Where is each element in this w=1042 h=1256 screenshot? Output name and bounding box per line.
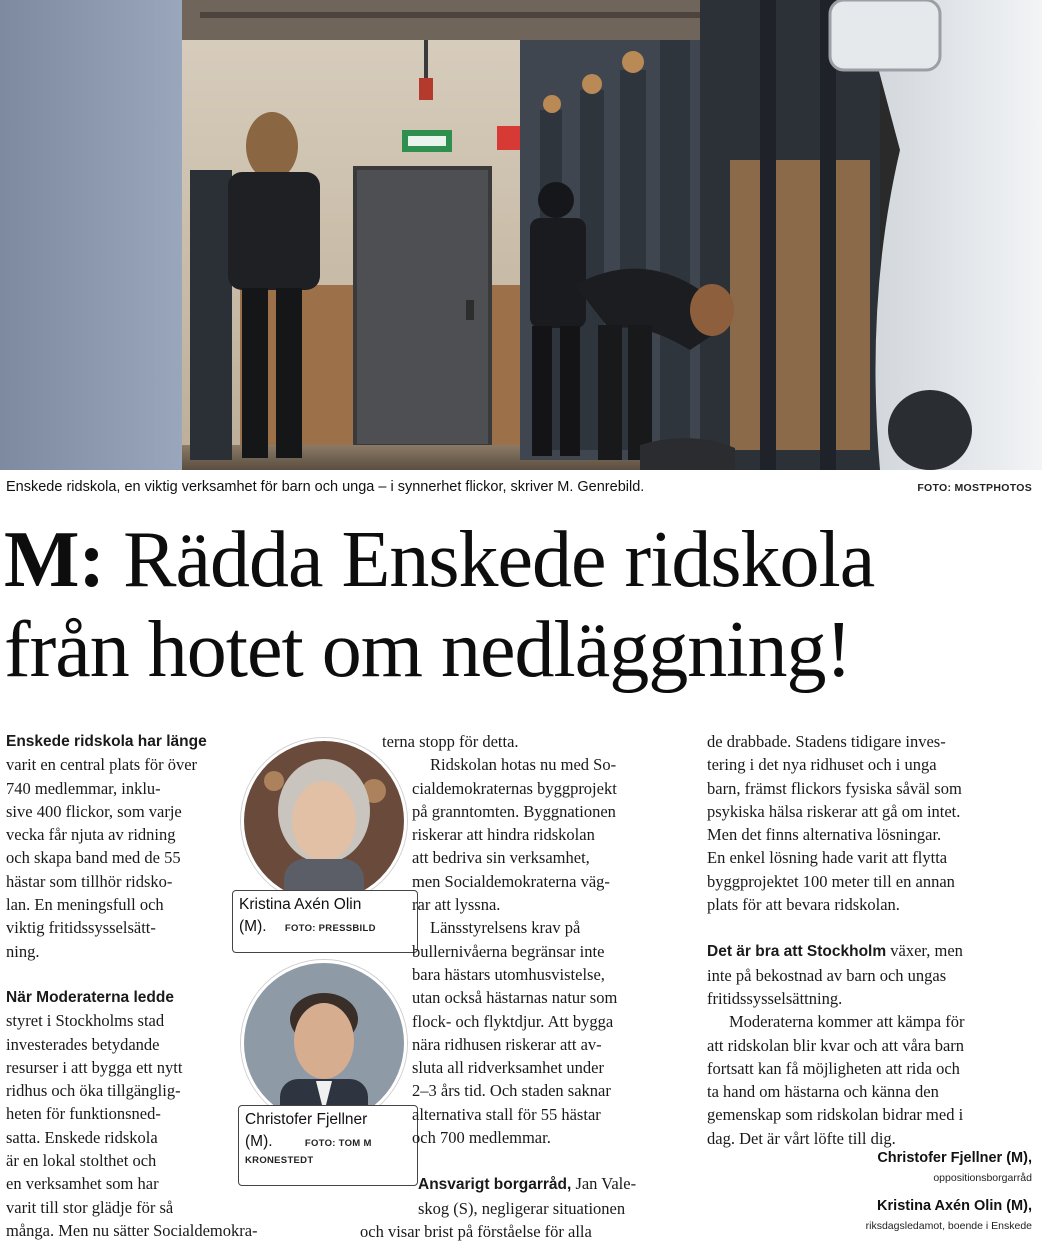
text-line: rar att lyssna.	[412, 895, 501, 915]
text-line: satta. Enskede ridskola	[6, 1127, 158, 1147]
text-line: på granntomten. Byggnationen	[412, 801, 616, 821]
text-line	[707, 939, 1037, 963]
text-line: att ridskolan blir kvar och att våra barn	[707, 1035, 965, 1055]
text-line: barn, främst flickors fysiska såväl som	[707, 778, 962, 798]
text-line: fritidssysselsättning.	[707, 988, 843, 1008]
text-line: psykiska hälsa riskerar att gå om intet.	[707, 801, 961, 821]
text-line: bullernivåerna begränsar inte	[412, 941, 605, 961]
paragraph	[707, 730, 1037, 916]
text-line: varit en central plats för över	[6, 755, 198, 775]
text-line: resurser i att bygga ett nytt	[6, 1057, 183, 1077]
photo-caption-row	[6, 476, 1032, 500]
signature-block-2	[866, 1198, 1032, 1232]
paragraph-gap	[707, 916, 1037, 939]
article-column-2	[360, 730, 685, 1243]
text-line: Länsstyrelsens krav på	[430, 918, 581, 938]
signature-name: Christofer Fjellner (M),	[877, 1150, 1032, 1166]
text-line: ta hand om hästarna och känna den	[707, 1082, 939, 1102]
text-line: byggprojektet 100 meter till en annan	[707, 871, 955, 891]
paragraph	[6, 730, 246, 963]
paragraph-gap	[360, 1149, 685, 1172]
text-line: En enkel lösning hade varit att flytta	[707, 848, 948, 868]
text-line: lan. En meningsfull och	[6, 895, 164, 915]
text-line: inte på bekostnad av barn och ungas	[707, 965, 947, 985]
paragraph	[360, 916, 685, 1149]
hero-photo	[0, 0, 1042, 470]
text-line: bara hästars utomhusvistelse,	[412, 964, 605, 984]
text-line: vecka får njuta av ridning	[6, 825, 176, 845]
text-line: sive 400 flickor, som varje	[6, 801, 182, 821]
text-line: 740 medlemmar, inklu-	[6, 778, 161, 798]
text-line: hästar som tillhör ridsko-	[6, 871, 173, 891]
text-line: tering i det nya ridhuset och i unga	[707, 755, 937, 775]
text-line: Ridskolan hotas nu med So-	[430, 755, 617, 775]
text-line: fortsatt kan få möjligheten att rida och	[707, 1058, 960, 1078]
text-line: nära ridhusen riskerar att av-	[412, 1034, 602, 1054]
text-line: viktig fritidssysselsätt-	[6, 918, 156, 938]
paragraph-lead: Ansvarigt borgarråd,	[418, 1176, 572, 1194]
text-line: en verksamhet som har	[6, 1174, 159, 1194]
text-line: gemenskap som ridskolan bidrar med i	[707, 1105, 964, 1125]
article-column-3	[707, 730, 1037, 1150]
paragraph	[360, 730, 685, 753]
paragraph-lead: Det är bra att Stockholm	[707, 943, 887, 961]
portrait-party: (M).	[245, 1133, 273, 1150]
paragraph	[360, 753, 685, 916]
portrait-party: (M).	[239, 918, 267, 935]
text-line: och skapa band med de 55	[6, 848, 181, 868]
signature-role: riksdagsledamot, boende i Enskede	[865, 1220, 1032, 1232]
paragraph	[6, 986, 258, 1242]
text-line: flock- och flyktdjur. Att bygga	[412, 1011, 614, 1031]
portrait-credit: FOTO: PRESSBILD	[284, 923, 376, 934]
text-line: sluta all ridverksamhet under	[412, 1058, 604, 1078]
text-line: plats för att bevara ridskolan.	[707, 895, 900, 915]
text-line: varit till stor glädje för så	[6, 1197, 174, 1217]
paragraph-lead: Enskede ridskola har länge	[6, 733, 207, 750]
portrait-name: Kristina Axén Olin	[239, 896, 362, 913]
signature-name: Kristina Axén Olin (M),	[877, 1198, 1032, 1214]
paragraph	[707, 1010, 1037, 1150]
text-line: men Socialdemokraterna väg-	[412, 871, 610, 891]
text-line: terna stopp för detta.	[382, 732, 519, 751]
portrait-credit: KRONESTEDT	[245, 1155, 314, 1166]
paragraph-gap	[6, 963, 246, 986]
article-column-1	[6, 730, 258, 1242]
signature-role: oppositionsborgarråd	[933, 1172, 1032, 1184]
text-line: investerades betydande	[6, 1034, 160, 1054]
paragraph	[707, 939, 1037, 1010]
text-line: skog (S), negligerar situationen	[418, 1198, 626, 1218]
text-line: alternativa stall för 55 hästar	[412, 1104, 601, 1124]
text-line: cialdemokraternas byggprojekt	[412, 778, 617, 798]
text-line: och 700 medlemmar.	[412, 1128, 551, 1148]
photo-caption: Enskede ridskola, en viktig verksamhet för barn och unga – i synnerhet flickor, skriver M. Genrebild.	[6, 479, 645, 495]
text-line: utan också hästarnas natur som	[412, 988, 618, 1008]
headline-kicker: M:	[4, 516, 105, 604]
headline	[4, 515, 1034, 695]
text-line: de drabbade. Stadens tidigare inves-	[707, 732, 946, 751]
text-line: heten för funktionsned-	[6, 1104, 161, 1124]
text-line: växer, men	[886, 941, 963, 961]
text-line: är en lokal stolthet och	[6, 1151, 157, 1171]
paragraph-lead: När Moderaterna ledde	[6, 988, 174, 1006]
headline-line1: Rädda Enskede ridskola	[123, 516, 875, 604]
portrait-credit: FOTO: TOM M	[304, 1138, 372, 1149]
signature-block-1	[877, 1150, 1032, 1184]
text-line: att bedriva sin verksamhet,	[412, 848, 590, 868]
text-line: Men det finns alternativa lösningar.	[707, 825, 942, 845]
text-line: riskerar att hindra ridskolan	[412, 825, 595, 845]
text-line: 2–3 års tid. Och staden saknar	[412, 1081, 611, 1101]
text-line: styret i Stockholms stad	[6, 1011, 165, 1031]
photo-credit: FOTO: MOSTPHOTOS	[917, 482, 1032, 494]
text-line: många. Men nu sätter Socialdemokra-	[6, 1220, 258, 1240]
text-line: och visar brist på förståelse för alla	[360, 1221, 592, 1241]
headline-line2: från hotet om nedläggning!	[4, 606, 852, 694]
text-line: ridhus och öka tillgänglig-	[6, 1081, 181, 1101]
text-line	[418, 1172, 685, 1196]
paragraph	[360, 1172, 685, 1243]
text-line: Jan Vale-	[571, 1174, 637, 1194]
text-line: ning.	[6, 941, 40, 961]
text-line: dag. Det är vårt löfte till dig.	[707, 1128, 896, 1148]
portrait-name: Christofer Fjellner	[245, 1111, 368, 1128]
stable-aisle-illustration	[0, 0, 1042, 470]
text-line: Moderaterna kommer att kämpa för	[729, 1012, 965, 1032]
